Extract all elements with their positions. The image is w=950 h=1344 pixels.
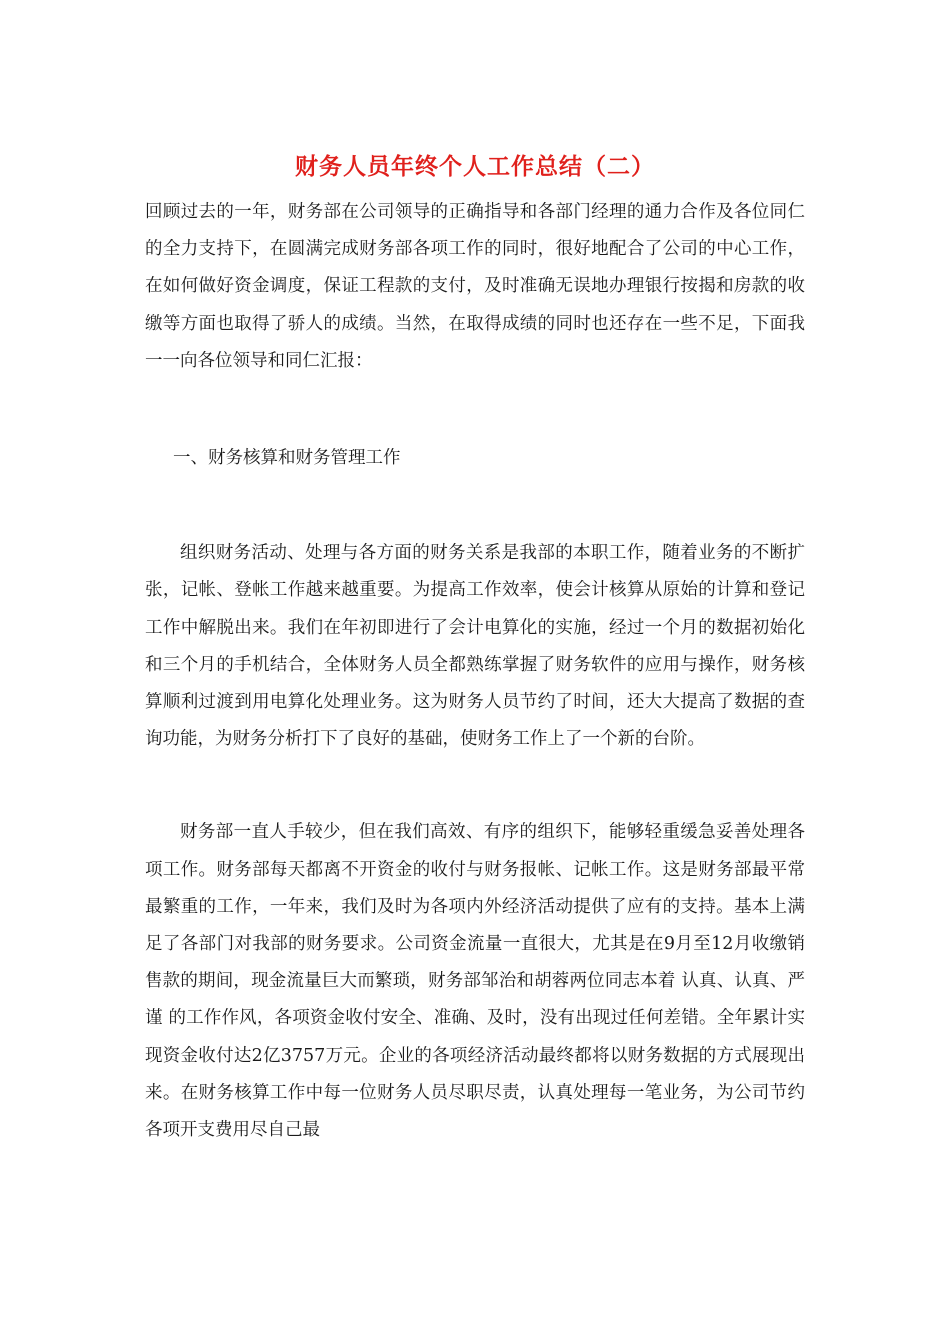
document-title: 财务人员年终个人工作总结（二） — [295, 153, 655, 180]
section-heading-1: 一、财务核算和财务管理工作 — [173, 448, 401, 469]
document-page — [145, 150, 805, 1149]
body-paragraph-2: 财务部一直人手较少，但在我们高效、有序的组织下，能够轻重缓急妥善处理各项工作。财务部每天都离不开资金的收付与财务报帐、记帐工作。这是财务部最平常最繁重的工作，一年来，我们及时为各项内外经济活动提供了应有的支持。基本上满足了各部门对我部的财务要求。公司资金流量一直很大，尤其是在9月至12月收缴销售款的期间，现金流量巨大而繁琐，财务部邹治和胡蓉两位同志本着 认真、认真、严谨 的工作作风，各项资金收付安全、准确、及时，没有出现过任何差错。全年累计实现资金收付达2亿3757万元。企业的各项经济活动最终都将以财务数据的方式展现出来。在财务核算工作中每一位财务人员尽职尽责，认真处理每一笔业务，为公司节约各项开支费用尽自己最 — [145, 822, 805, 1141]
body-paragraph-1: 组织财务活动、处理与各方面的财务关系是我部的本职工作，随着业务的不断扩张，记帐、登帐工作越来越重要。为提高工作效率，使会计核算从原始的计算和登记工作中解脱出来。我们在年初即进行了会计电算化的实施，经过一个月的数据初始化和三个月的手机结合，全体财务人员全都熟练掌握了财务软件的应用与操作，财务核算顺利过渡到用电算化处理业务。这为财务人员节约了时间，还大大提高了数据的查询功能，为财务分析打下了良好的基础，使财务工作上了一个新的台阶。 — [145, 543, 805, 750]
spacer — [145, 758, 805, 814]
intro-paragraph: 回顾过去的一年，财务部在公司领导的正确指导和各部门经理的通力合作及各位同仁的全力支持下，在圆满完成财务部各项工作的同时，很好地配合了公司的中心工作，在如何做好资金调度，保证工程款的支付，及时准确无误地办理银行按揭和房款的收缴等方面也取得了骄人的成绩。当然，在取得成绩的同时也还存在一些不足，下面我一一向各位领导和同仁汇报： — [145, 202, 805, 371]
spacer — [145, 380, 805, 440]
spacer — [145, 477, 805, 535]
